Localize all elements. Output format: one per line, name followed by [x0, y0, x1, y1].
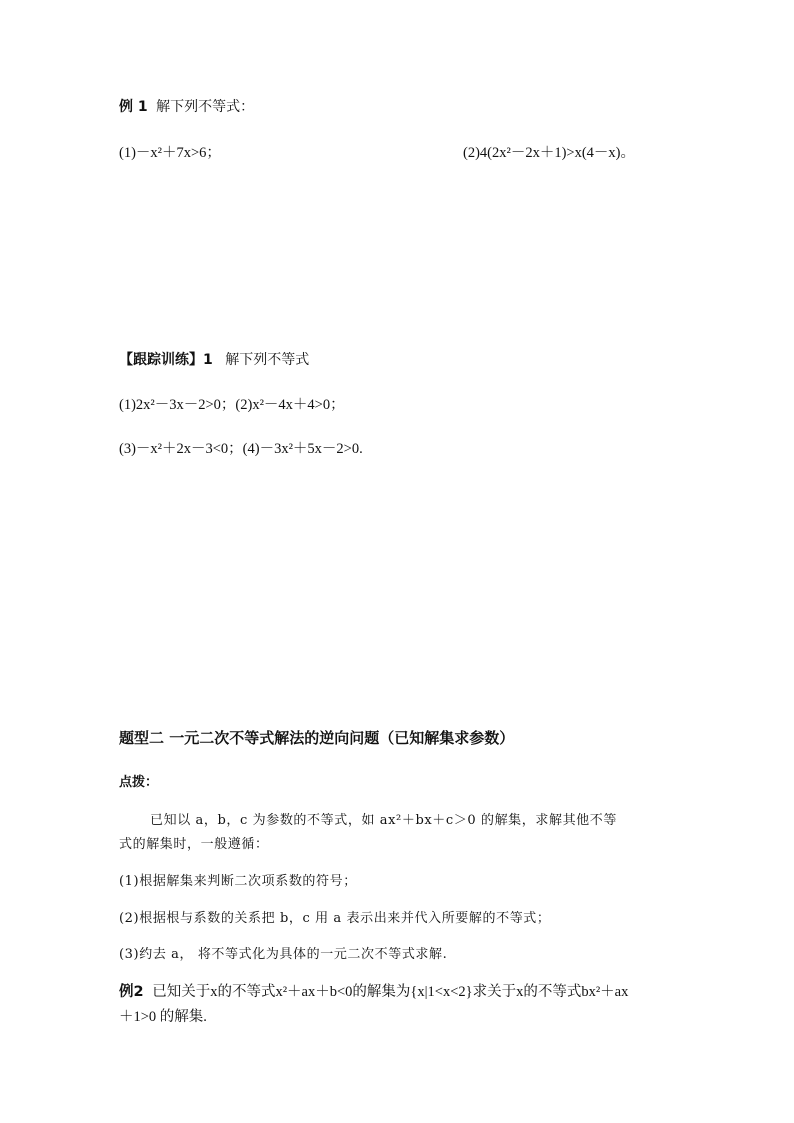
example-2-label: 例2: [119, 984, 144, 1000]
practice-1-line-1: (1)2x²－3x－2>0；(2)x²－4x＋4>0；: [119, 397, 345, 413]
example-1-header: [119, 97, 254, 117]
practice-1-instruction: 解下列不等式: [225, 352, 310, 368]
practice-1-line-2: (3)－x²＋2x－3<0；(4)－3x²＋5x－2>0.: [119, 441, 363, 457]
type-2-title: 题型二 一元二次不等式解法的逆向问题（已知解集求参数）: [119, 729, 515, 747]
example-1-part-2: (2)4(2x²－2x＋1)>x(4－x)。: [463, 145, 635, 161]
practice-1-label: 【跟踪训练】1: [119, 352, 213, 368]
example-1-instruction: 解下列不等式：: [156, 99, 255, 115]
tip-label: 点拨：: [119, 775, 159, 790]
tip-step-3: (3)约去 a， 将不等式化为具体的一元二次不等式求解.: [119, 947, 448, 962]
tip-paragraph-line-1: 已知以 a，b，c 为参数的不等式，如 ax²＋bx＋c＞0 的解集，求解其他不等: [150, 813, 617, 828]
example-2-line-2: ＋1>0 的解集.: [119, 1009, 207, 1025]
tip-paragraph-line-2: 式的解集时，一般遵循：: [119, 837, 269, 852]
example-2-text: 已知关于x的不等式x²＋ax＋b<0的解集为{x|1<x<2}求关于x的不等式bx²＋ax: [152, 984, 629, 1000]
example-1-part-1: (1)－x²＋7x>6；: [119, 145, 221, 161]
tip-step-2: (2)根据根与系数的关系把 b，c 用 a 表示出来并代入所要解的不等式；: [119, 911, 551, 926]
example-1-label: 例 1: [119, 99, 148, 115]
practice-1-header: [119, 350, 309, 370]
tip-step-1: (1)根据解集来判断二次项系数的符号；: [119, 874, 357, 889]
example-2-line-1: [119, 982, 628, 1002]
